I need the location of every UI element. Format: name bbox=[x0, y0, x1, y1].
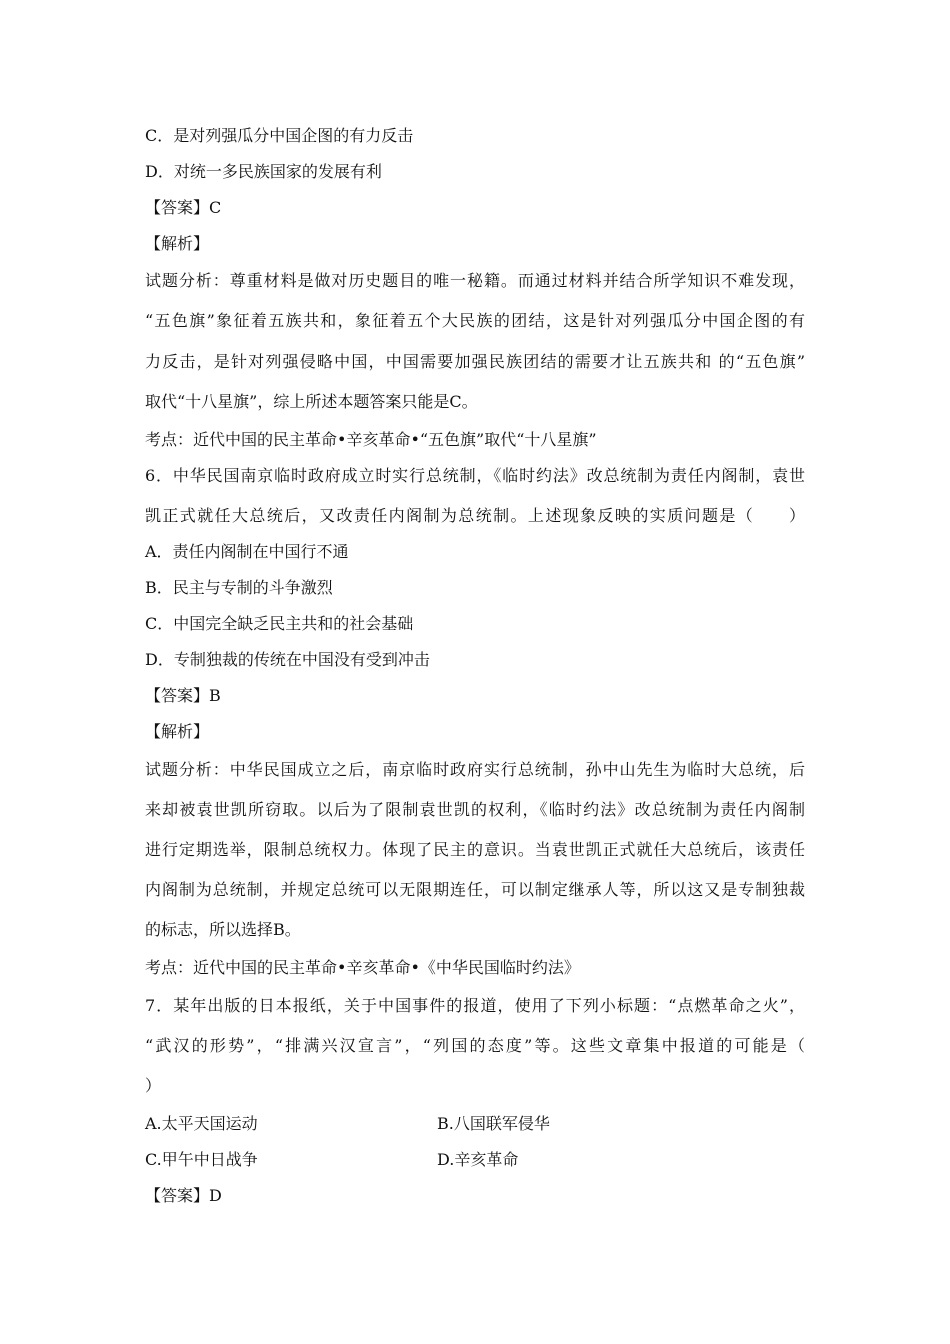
q6-analysis-label: 【解析】 bbox=[145, 722, 210, 741]
q7-answer: 【答案】D bbox=[145, 1186, 222, 1205]
q6-analysis-line: 进行定期选举，限制总统权力。体现了民主的意识。当袁世凯正式就任大总统后，该责任 bbox=[145, 840, 805, 859]
q6-analysis-line: 试题分析：中华民国成立之后，南京临时政府实行总统制，孙中山先生为临时大总统，后 bbox=[145, 760, 805, 779]
q5-option-d: D．对统一多民族国家的发展有利 bbox=[145, 162, 382, 181]
q7-option-b: B.八国联军侵华 bbox=[437, 1114, 550, 1133]
q7-option-c: C.甲午中日战争 bbox=[145, 1150, 258, 1169]
q5-option-c: C．是对列强瓜分中国企图的有力反击 bbox=[145, 126, 414, 145]
q6-answer: 【答案】B bbox=[145, 686, 221, 705]
q5-analysis-line: 取代“十八星旗”，综上所述本题答案只能是C。 bbox=[145, 392, 478, 411]
q7-stem-line: “武汉的形势”，“排满兴汉宣言”，“列国的态度”等。这些文章集中报道的可能是（ bbox=[145, 1036, 805, 1055]
q6-option-a: A．责任内阁制在中国行不通 bbox=[145, 542, 349, 561]
q5-analysis-line: 试题分析：尊重材料是做对历史题目的唯一秘籍。而通过材料并结合所学知识不难发现， bbox=[145, 271, 805, 290]
q6-stem-line: 凯正式就任大总统后，又改责任内阁制为总统制。上述现象反映的实质问题是（ ） bbox=[145, 506, 805, 525]
q5-key-point: 考点：近代中国的民主革命•辛亥革命•“五色旗”取代“十八星旗” bbox=[145, 430, 597, 449]
q7-option-a: A.太平天国运动 bbox=[145, 1114, 258, 1133]
q6-option-c: C．中国完全缺乏民主共和的社会基础 bbox=[145, 614, 414, 633]
q5-answer: 【答案】C bbox=[145, 198, 222, 217]
q5-analysis-line: “五色旗”象征着五族共和，象征着五个大民族的团结，这是针对列强瓜分中国企图的有 bbox=[145, 311, 805, 330]
q7-stem-line: 7．某年出版的日本报纸，关于中国事件的报道，使用了下列小标题：“点燃革命之火”， bbox=[145, 996, 805, 1015]
q5-analysis-label: 【解析】 bbox=[145, 234, 210, 253]
q7-option-d: D.辛亥革命 bbox=[437, 1150, 519, 1169]
q6-option-d: D．专制独裁的传统在中国没有受到冲击 bbox=[145, 650, 430, 669]
q7-stem-line: ） bbox=[145, 1076, 162, 1095]
q6-key-point: 考点：近代中国的民主革命•辛亥革命•《中华民国临时约法》 bbox=[145, 958, 580, 977]
q6-option-b: B．民主与专制的斗争激烈 bbox=[145, 578, 333, 597]
q6-stem-line: 6．中华民国南京临时政府成立时实行总统制，《临时约法》改总统制为责任内阁制，袁世 bbox=[145, 466, 805, 485]
q6-analysis-line: 来却被袁世凯所窃取。以后为了限制袁世凯的权利，《临时约法》改总统制为责任内阁制 bbox=[145, 800, 805, 819]
q6-analysis-line: 的标志，所以选择B。 bbox=[145, 920, 301, 939]
q6-analysis-line: 内阁制为总统制，并规定总统可以无限期连任，可以制定继承人等，所以这又是专制独裁 bbox=[145, 880, 805, 899]
q5-analysis-line: 力反击，是针对列强侵略中国，中国需要加强民族团结的需要才让五族共和 的“五色旗” bbox=[145, 352, 805, 371]
